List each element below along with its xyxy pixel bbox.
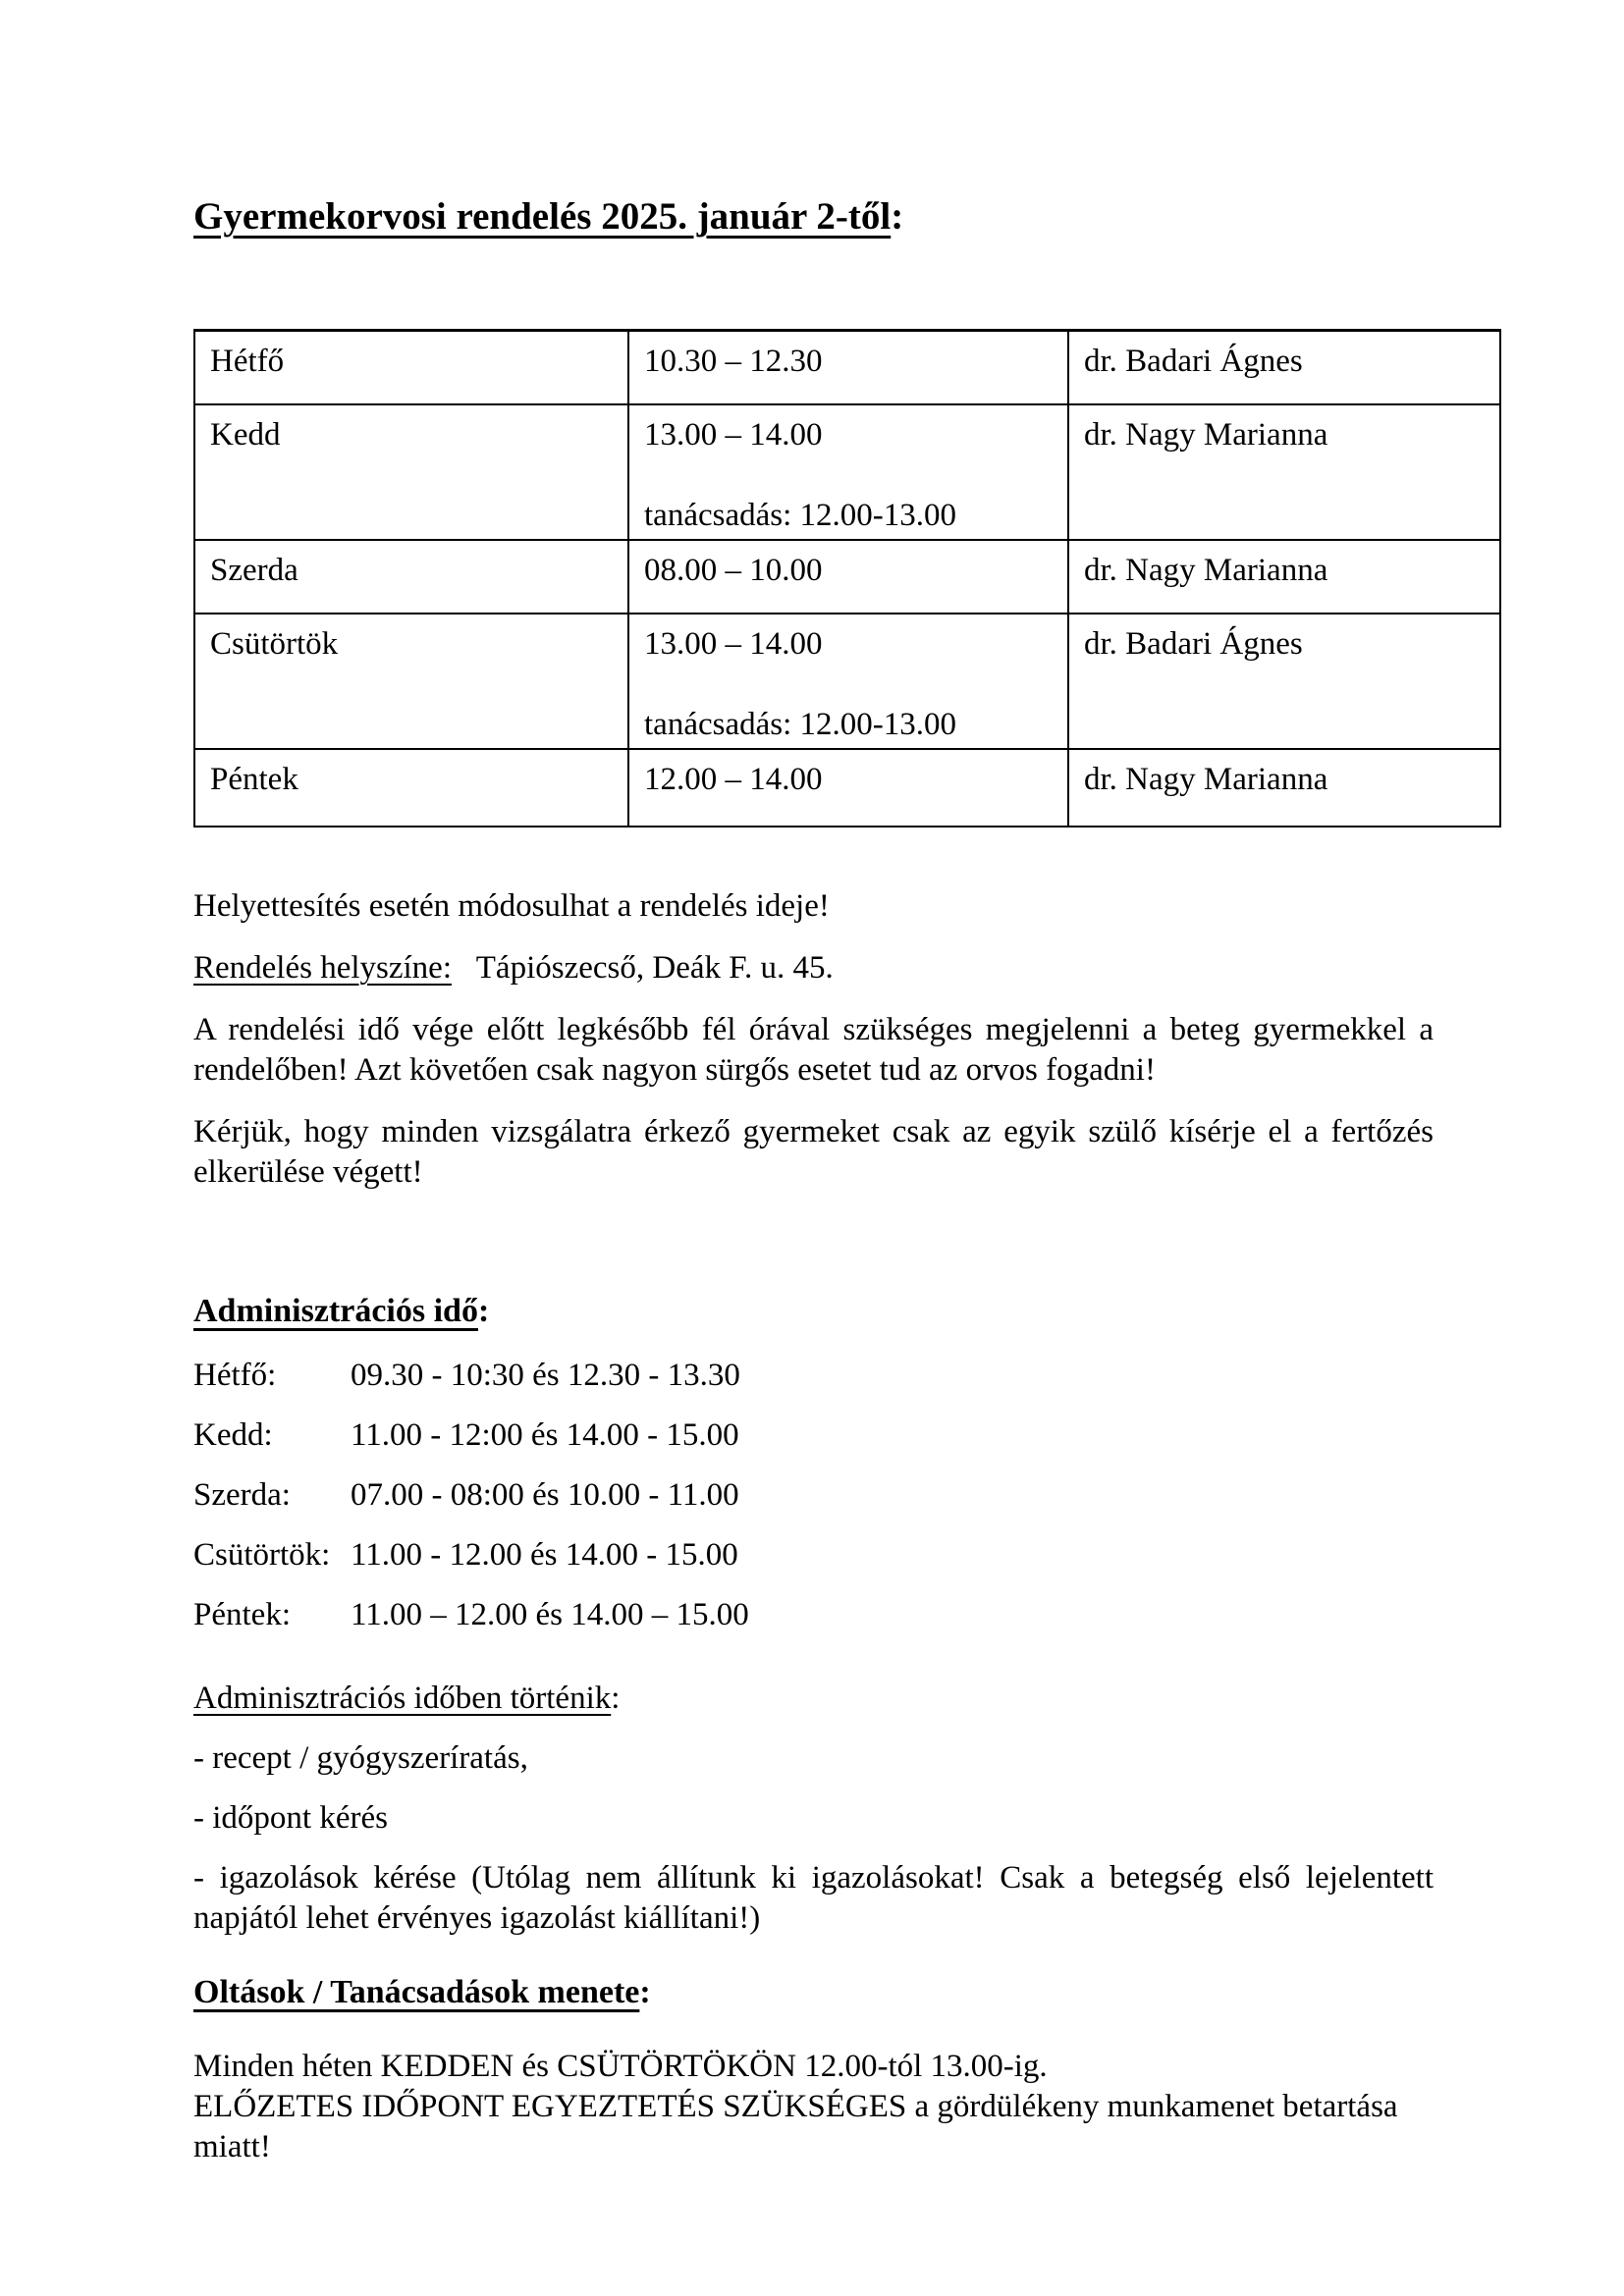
cell-day: Hétfő [194, 331, 628, 405]
cell-day: Kedd [194, 404, 628, 540]
page-title [193, 0, 1434, 240]
admin-hours: 11.00 – 12.00 és 14.00 – 15.00 [351, 1597, 749, 1632]
admin-hours: 09.30 - 10:30 és 12.30 - 13.30 [351, 1358, 740, 1393]
location-label: Rendelés helyszíne: [193, 950, 453, 986]
admin-bullet-appointment: - időpont kérés [193, 1800, 388, 1836]
table-row-wednesday [194, 540, 1500, 614]
admin-bullet-prescriptions: - recept / gyógyszeríratás, [193, 1740, 528, 1776]
admin-day: Szerda: [193, 1477, 291, 1513]
cell-day: Péntek [194, 749, 628, 827]
time-main: 08.00 – 10.00 [644, 553, 823, 588]
table-row-thursday [194, 614, 1500, 749]
table-row-tuesday [194, 404, 1500, 540]
note-substitution: Helyettesítés esetén módosulhat a rendelés ideje! [193, 888, 830, 924]
cell-day: Csütörtök [194, 614, 628, 749]
time-main: 10.30 – 12.30 [644, 344, 823, 379]
admin-day: Hétfő: [193, 1358, 277, 1393]
cell-time [628, 749, 1068, 827]
location-value: Tápiószecső, Deák F. u. 45. [475, 950, 834, 986]
admin-day: Kedd: [193, 1417, 273, 1453]
schedule-table [193, 329, 1501, 828]
vaccination-appointment-line: ELŐZETES IDŐPONT EGYEZTETÉS SZÜKSÉGES a gördülékeny munkamenet betartása [193, 2089, 1398, 2124]
time-counseling: tanácsadás: 12.00-13.00 [644, 498, 956, 533]
cell-doctor: dr. Nagy Marianna [1068, 749, 1500, 827]
time-main: 12.00 – 14.00 [644, 762, 823, 797]
admin-bullet-certificates: - igazolások kérése (Utólag nem állítunk ki igazolásokat! Csak a betegség első lejelentett napjától lehet érvényes igazolást kiállítani!) [193, 1860, 1434, 1936]
admin-hours: 11.00 - 12.00 és 14.00 - 15.00 [351, 1537, 738, 1573]
note-escort: Kérjük, hogy minden vizsgálatra érkező gyermeket csak az egyik szülő kísérje el a fertőzés elkerülése végett! [193, 1114, 1434, 1190]
admin-day: Csütörtök: [193, 1537, 331, 1573]
admin-item-friday [193, 1595, 1434, 1635]
vaccination-appointment-line-end: miatt! [193, 2129, 271, 2164]
admin-item-wednesday [193, 1475, 1434, 1516]
cell-doctor: dr. Nagy Marianna [1068, 404, 1500, 540]
note-location [193, 948, 1434, 988]
cell-doctor: dr. Nagy Marianna [1068, 540, 1500, 614]
admin-heading-text: Adminisztrációs idő [193, 1293, 478, 1329]
admin-heading-colon: : [477, 1293, 490, 1329]
table-row-friday [194, 749, 1500, 827]
time-main: 13.00 – 14.00 [644, 417, 823, 453]
cell-day: Szerda [194, 540, 628, 614]
cell-doctor: dr. Badari Ágnes [1068, 614, 1500, 749]
location-spacer [452, 950, 476, 986]
cell-time [628, 540, 1068, 614]
admin-heading [193, 1291, 1434, 1332]
vaccination-heading-colon: : [639, 1974, 651, 2010]
cell-doctor: dr. Badari Ágnes [1068, 331, 1500, 405]
vaccination-schedule-line: Minden héten KEDDEN és CSÜTÖRTÖKÖN 12.00-tól 13.00-ig. [193, 2049, 1048, 2084]
vaccination-heading-text: Oltások / Tanácsadások menete [193, 1974, 640, 2010]
time-main: 13.00 – 14.00 [644, 626, 823, 662]
admin-sub-heading [193, 1679, 1434, 1719]
note-arrival: A rendelési idő vége előtt legkésőbb fél órával szükséges megjelenni a beteg gyermekkel a rendelőben! Azt követően csak nagyon sürgős esetet tud az orvos fogadni! [193, 1012, 1434, 1088]
time-counseling: tanácsadás: 12.00-13.00 [644, 707, 956, 742]
admin-day: Péntek: [193, 1597, 291, 1632]
table-row-monday [194, 331, 1500, 405]
vaccination-heading [193, 1972, 1434, 2013]
admin-item-tuesday [193, 1415, 1434, 1456]
page-title-colon: : [891, 195, 904, 238]
page-title-text: Gyermekorvosi rendelés 2025. január 2-től [193, 195, 892, 238]
admin-item-monday [193, 1356, 1434, 1396]
cell-time [628, 614, 1068, 749]
admin-sub-heading-text: Adminisztrációs időben történik [193, 1681, 612, 1716]
admin-hours: 11.00 - 12:00 és 14.00 - 15.00 [351, 1417, 739, 1453]
admin-hours: 07.00 - 08:00 és 10.00 - 11.00 [351, 1477, 739, 1513]
admin-item-thursday [193, 1535, 1434, 1575]
cell-time [628, 331, 1068, 405]
admin-sub-heading-colon: : [611, 1681, 621, 1716]
cell-time [628, 404, 1068, 540]
